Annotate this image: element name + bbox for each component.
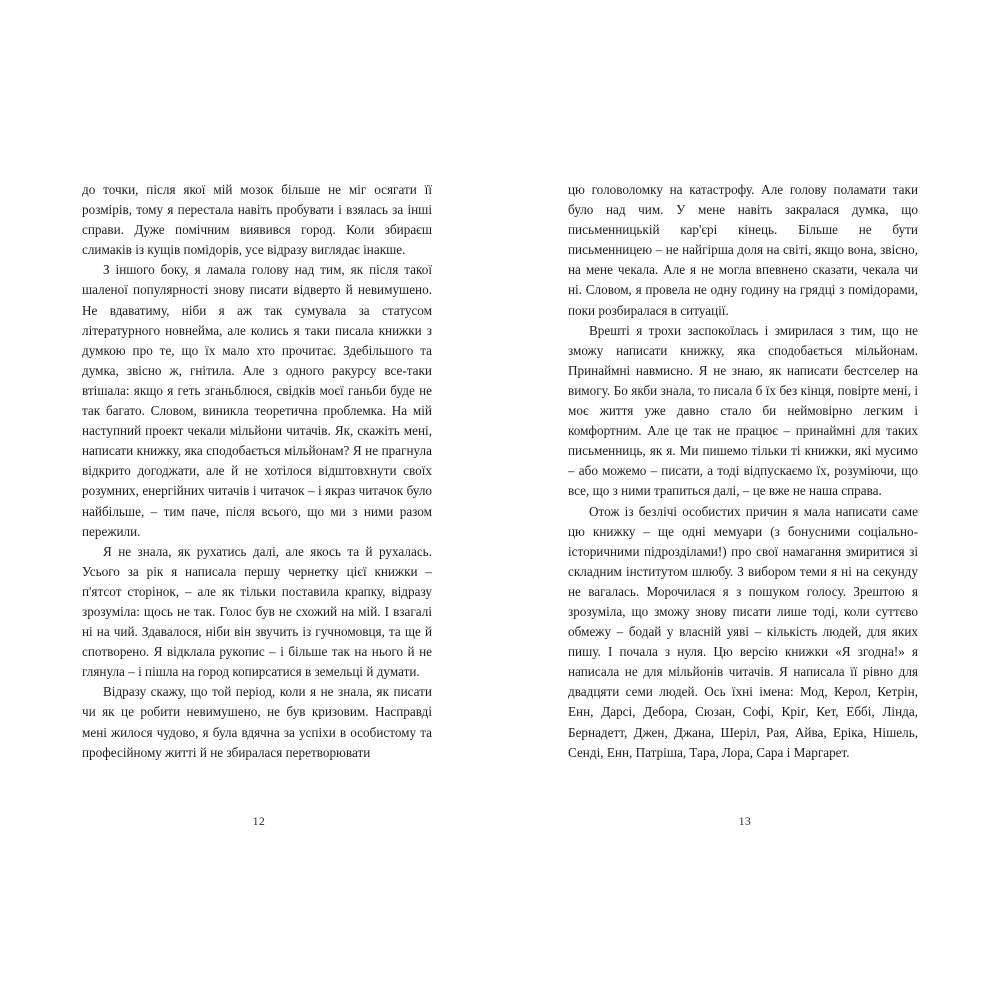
paragraph: до точки, після якої мій мозок більше не міг осягати її розмірів, тому я перестала навіть пробувати і взялась за інші справи. Дуже помічним виявився город. Коли збираєш слимаків із кущів помідорів, усе відразу виглядає інакше. bbox=[82, 182, 432, 258]
paragraph: Врешті я трохи заспокоїлась і змирилася з тим, що не зможу написати книжку, яка сподобається мільйонам. Принаймні навмисно. Я не знаю, як написати бестселер на вимогу. Бо якби знала, то писала б їх без кінця, повірте мені, і моє життя уже давно стало би неймовірно легким і комфортним. Але це так не працює – принаймні для таких письменниць, як я. Ми пишемо тільки ті книжки, які мусимо – або можемо – писати, а тоді відпускаємо їх, розуміючи, що все, що з ними трапиться далі, – це вже не наша справа. bbox=[568, 322, 918, 499]
left-page-text-column bbox=[82, 180, 432, 763]
paragraph: Отож із безлічі особистих причин я мала написати саме цю книжку – ще одні мемуари (з бонусними соціально-історичними підрозділами!) про свої намагання змиритися зі складним інститутом шлюбу. З вибором теми я ні на секунду не вагалась. Морочилася я з пошуком голосу. Зрештою я зрозуміла, що зможу знову писати лише тоді, коли суттєво обмежу – бодай у власній уяві – кількість людей, для яких пишу. І почала з нуля. Цю версію книжки «Я згодна!» я написала не для мільйонів читачів. Я написала її рівно для двадцяти семи людей. Ось їхні імена: Мод, Керол, Кетрін, Енн, Дарсі, Дебора, Сюзан, Софі, Кріґ, Кет, Еббі, Лінда, Бернадетт, Джен, Джана, Шеріл, Рая, Айва, Еріка, Нішель, Сенді, Енн, Патріша, Тара, Лора, Сара і Маргарет. bbox=[568, 503, 918, 760]
paragraph: цю головоломку на катастрофу. Але голову поламати таки було над чим. У мене навіть закралася думка, що письменницькій кар'єрі кінець. Більше не бути письменницею – не найгірша доля на світі, якщо вона, звісно, на мене чекала. Але я не могла впевнено сказати, чекала чи ні. Словом, я провела не одну годину на грядці з помідорами, поки розбиралася в ситуації. bbox=[568, 182, 918, 318]
page-number: 12 bbox=[252, 816, 266, 828]
paragraph: З іншого боку, я ламала голову над тим, як після такої шаленої популярності знову писати відверто й невимушено. Не вдаватиму, ніби я аж так сумувала за статусом літературного новнейма, але колись я таки писала книжки з думкою про те, що їх мало хто прочитає. Здебільшого та думка, звісно ж, гнітила. Але з одного ракурсу все-таки втішала: якщо я геть зганьблюся, свідків моєї ганьби буде не так багато. Словом, виникла теоретична проблемка. На мій наступний проект чекали мільйони читачів. Як, скажіть мені, написати книжку, яка сподобається мільйонам? Я не прагнула відкрито догоджати, але й не хотілося відштовхнути своїх розумних, енергійних читачів і читачок – і якраз читачок було найбільше, – тим паче, після всього, що ми з ними разом пережили. bbox=[82, 262, 432, 539]
left-page bbox=[44, 0, 474, 1000]
right-page-text-column bbox=[568, 180, 918, 763]
page-number: 13 bbox=[738, 816, 752, 828]
right-page bbox=[526, 0, 956, 1000]
page-gutter bbox=[474, 0, 526, 1000]
paragraph: Я не знала, як рухатись далі, але якось та й рухалась. Усього за рік я написала першу чернетку цієї книжки – п'ятсот сторінок, – але як тільки поставила крапку, відразу зрозуміла: щось не так. Голос був не схожий на мій. І взагалі ні на чий. Здавалося, ніби він звучить із гучномовця, та ще й спотворено. Я відклала рукопис – і більше так на нього й не глянула – і пішла на город копирсатися в земельці й думати. bbox=[82, 543, 432, 680]
paragraph: Відразу скажу, що той період, коли я не знала, як писати чи як це робити невимушено, не був кризовим. Насправді мені жилося чудово, я була вдячна за успіхи в особистому та професійному житті й не збиралася перетворювати bbox=[82, 684, 432, 760]
